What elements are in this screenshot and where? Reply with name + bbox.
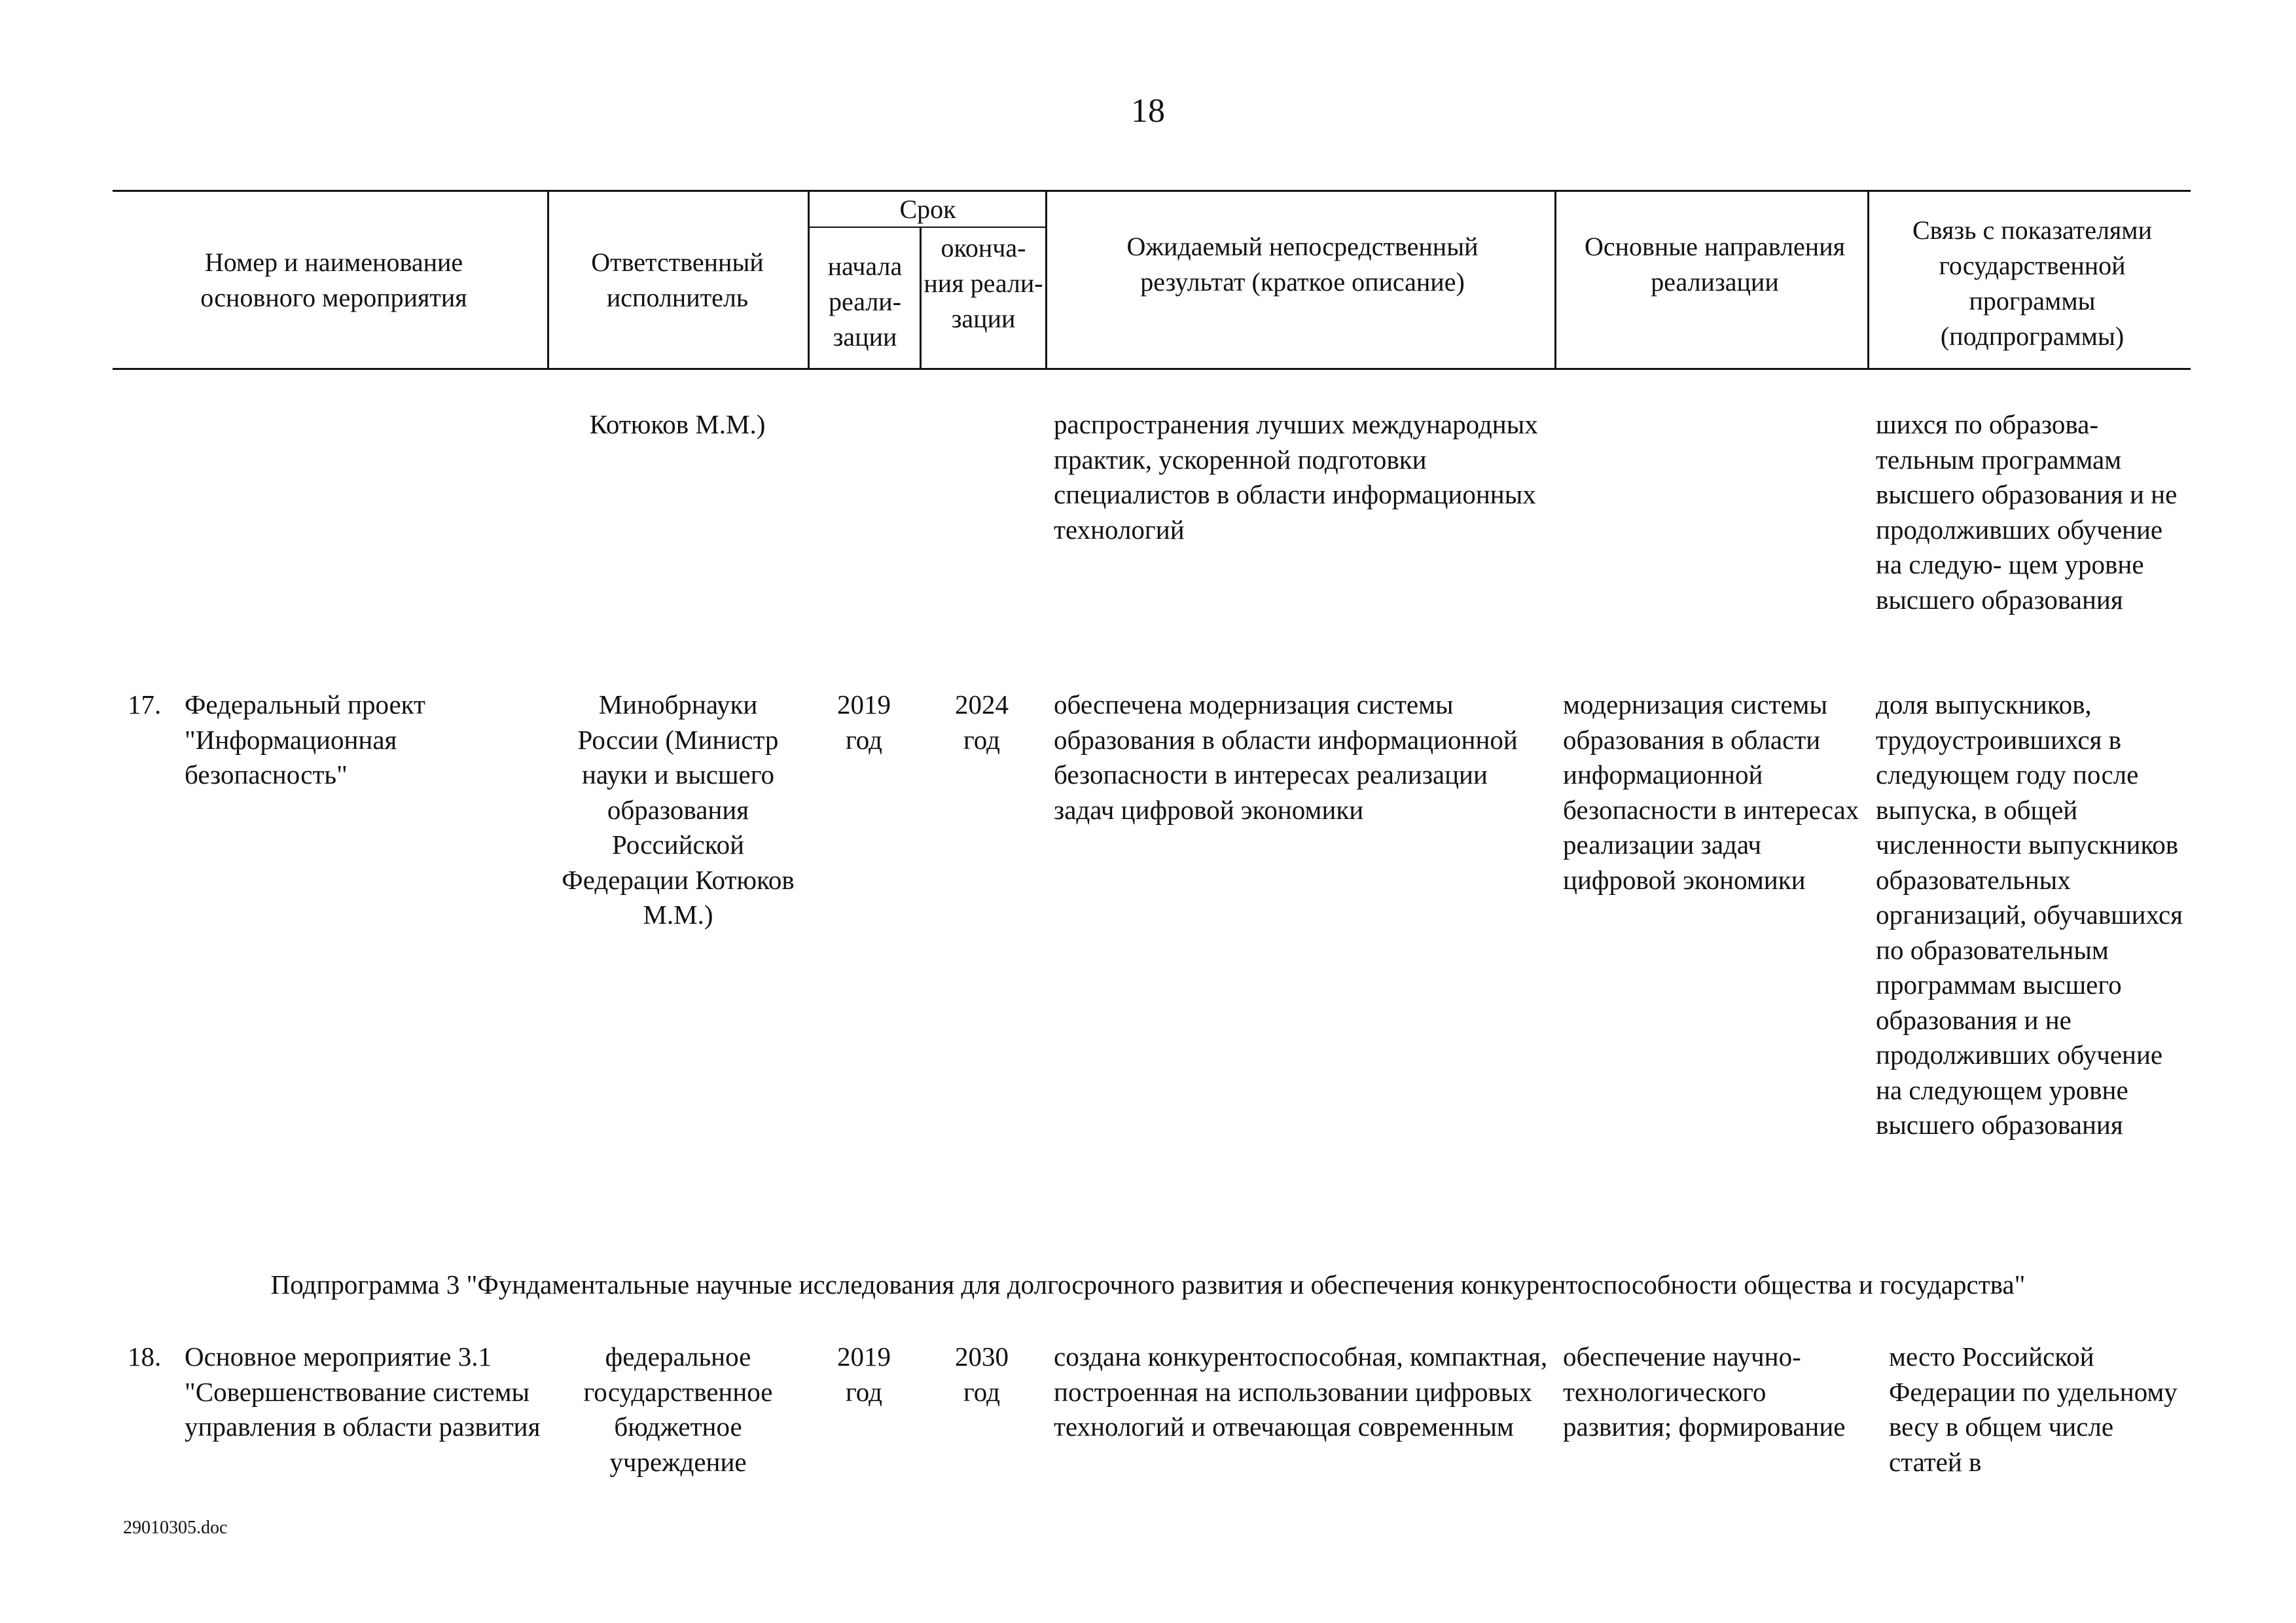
row-18-link: место Российской Федерации по удельному весу в общем числе статей в bbox=[1889, 1341, 2178, 1477]
row-18-end: 2030 год bbox=[955, 1341, 1009, 1407]
header-name: Номер и наименование основного мероприятия bbox=[200, 247, 467, 312]
row-cont-result: распространения лучших международных практик, ускоренной подготовки специалистов в области информационных технологий bbox=[1054, 409, 1538, 545]
col-divider-6 bbox=[1867, 190, 1869, 368]
row-18-result: создана конкурентоспособная, компактная, построенная на использовании цифровых технологий и отвечающая современным bbox=[1054, 1341, 1548, 1442]
page-number: 18 bbox=[1131, 92, 1165, 130]
col-divider-2 bbox=[808, 190, 810, 368]
header-responsible: Ответственный исполнитель bbox=[591, 247, 764, 312]
row-17-name: Федеральный проект "Информационная безопасность" bbox=[185, 689, 425, 790]
col-divider-3 bbox=[920, 228, 922, 368]
col-divider-4 bbox=[1045, 190, 1047, 368]
row-18-num: 18. bbox=[128, 1341, 162, 1372]
row-17-num: 17. bbox=[128, 689, 162, 720]
row-17-end: 2024 год bbox=[955, 689, 1009, 755]
row-18-start: 2019 год bbox=[837, 1341, 891, 1407]
header-result: Ожидаемый непосредственный результат (краткое описание) bbox=[1126, 232, 1479, 297]
header-top-border bbox=[113, 190, 2191, 192]
header-link: Связь с показателями государственной программы (подпрограммы) bbox=[1912, 215, 2153, 351]
subprogram-heading: Подпрограмма 3 "Фундаментальные научные исследования для долгосрочного развития и обеспечения конкурентоспособности общества и государства" bbox=[270, 1269, 2026, 1300]
row-17-responsible: Минобрнауки России (Министр науки и высшего образования Российской Федерации Котюков М.М.) bbox=[562, 689, 795, 930]
header-bottom-border bbox=[113, 368, 2191, 370]
header-start: начала реали- зации bbox=[827, 251, 903, 352]
header-end: оконча- ния реали- зации bbox=[924, 233, 1043, 333]
col-divider-5 bbox=[1554, 190, 1556, 368]
header-term: Срок bbox=[899, 194, 956, 224]
row-17-start: 2019 год bbox=[837, 689, 891, 755]
row-cont-link: шихся по образова- тельным программам высшего образования и не продолживших обучение на следую- щем уровне высшего образования bbox=[1876, 409, 2178, 615]
footer-filename: 29010305.doc bbox=[123, 1518, 228, 1538]
row-18-responsible: федеральное государственное бюджетное учреждение bbox=[583, 1341, 773, 1477]
row-17-directions: модернизация системы образования в области информационной безопасности в интересах реализации задач цифровой экономики bbox=[1563, 689, 1859, 895]
header-directions: Основные направления реализации bbox=[1584, 232, 1846, 297]
row-17-result: обеспечена модернизация системы образования в области информационной безопасности в интересах реализации задач цифровой экономики bbox=[1054, 689, 1518, 825]
col-divider-1 bbox=[547, 190, 549, 368]
row-17-link: доля выпускников, трудоустроившихся в следующем году после выпуска, в общей численности выпускников образовательных организаций, обучавшихся по образовательным программам высшего образования и не продолживших обучение на следующем уровне высшего образования bbox=[1876, 689, 2183, 1140]
row-18-directions: обеспечение научно- технологического развития; формирование bbox=[1563, 1341, 1846, 1442]
row-cont-responsible: Котюков М.М.) bbox=[589, 409, 766, 439]
row-18-name: Основное мероприятие 3.1 "Совершенствование системы управления в области развития bbox=[185, 1341, 541, 1442]
